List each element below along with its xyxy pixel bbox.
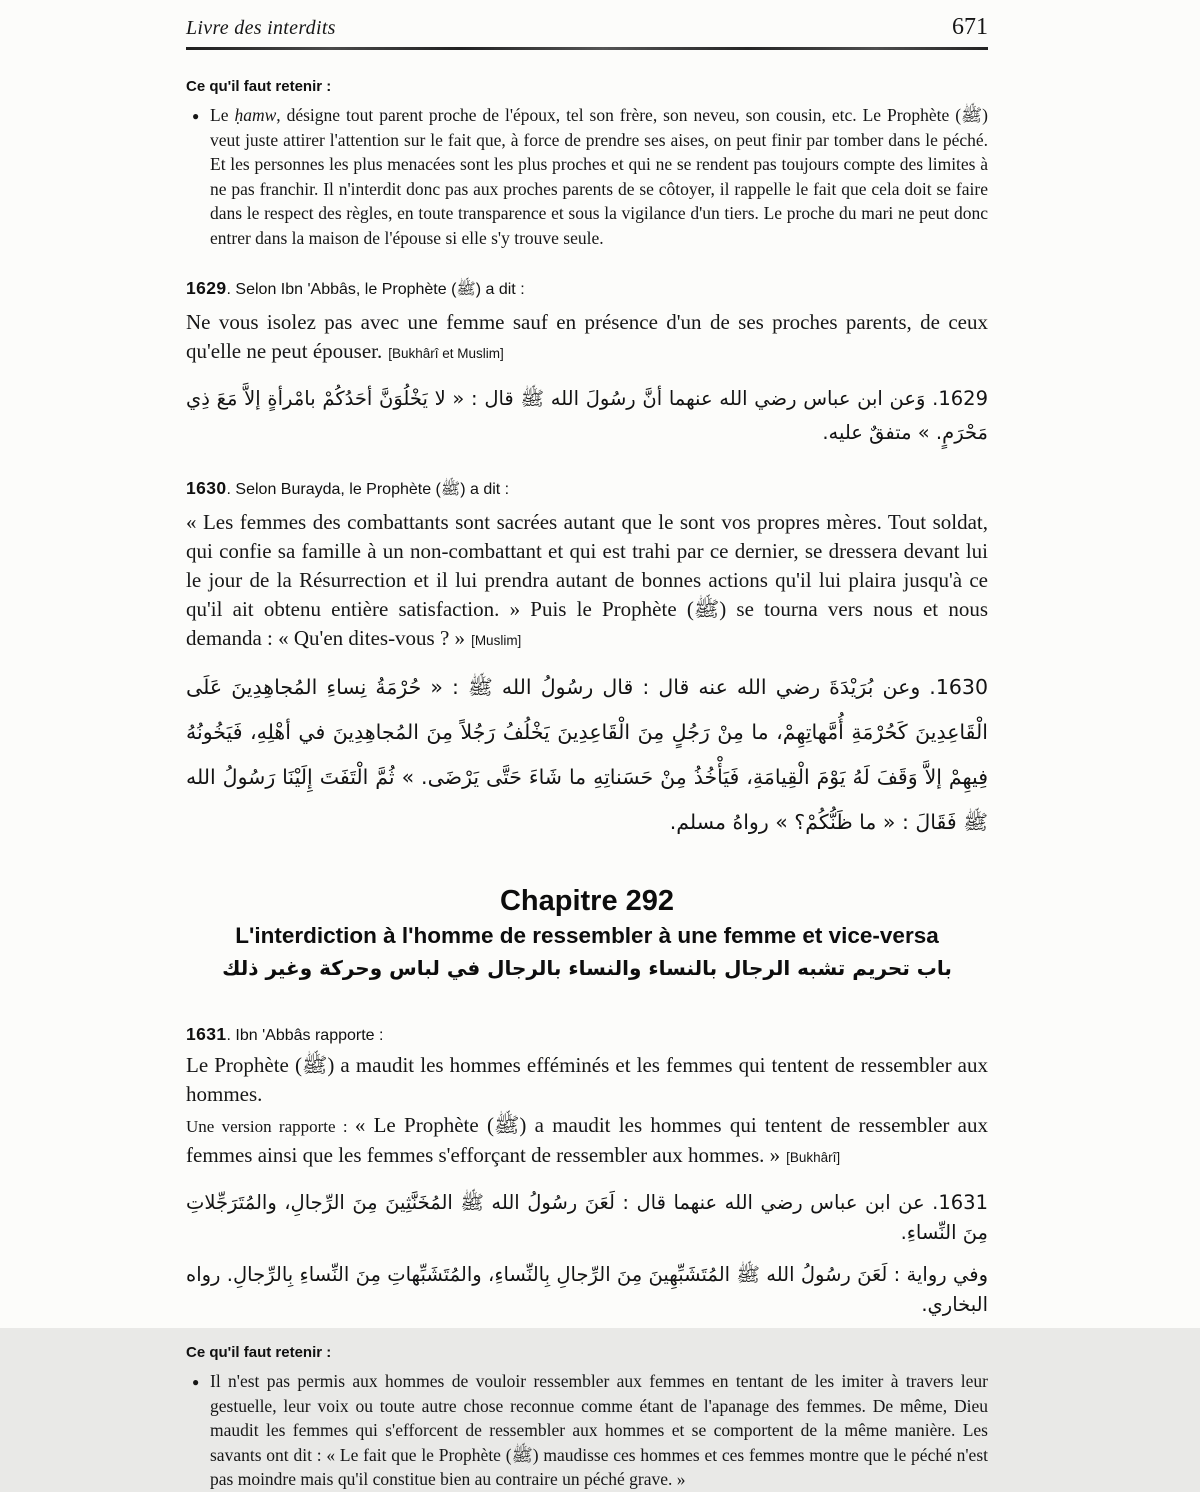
- hadith-1629: [186, 278, 988, 450]
- running-book-title: Livre des interdits: [186, 17, 336, 39]
- hadith-1631-version-lead: Une version rapporte :: [186, 1117, 355, 1136]
- hadith-1631-text-ar-2: وفي رواية : لَعَنَ رسُولُ الله ﷺ المُتَشَبِّهِينَ مِنَ الرِّجالِ بِالنِّساءِ، والمُتَشَبِّهاتِ مِنَ النِّساءِ بِالرِّجالِ. رواه البخاري.: [186, 1263, 988, 1316]
- hadith-1629-body: Ne vous isolez pas avec une femme sauf en présence d'un de ses proches parents, de ceux qu'elle ne peut épouser.: [186, 310, 988, 363]
- hadith-1631-source: [Bukhârî]: [786, 1150, 841, 1165]
- header-rule: [186, 47, 988, 50]
- chapter-number: Chapitre 292: [499, 885, 675, 917]
- hadith-1629-text-ar: 1629. وَعن ابن عباس رضي الله عنهما أنَّ رسُولَ الله ﷺ قال : « لا يَخْلُوَنَّ أحَدُكُمْ بامْرأةٍ إلاَّ مَعَ ذِي مَحْرَمٍ. » متفقٌ عليه.: [186, 387, 988, 444]
- hadith-1629-number: 1629: [186, 278, 227, 298]
- bullet-dot-icon: ●: [192, 1375, 200, 1389]
- hadith-1630: [186, 478, 988, 845]
- hadith-1631-narrator: . Ibn 'Abbâs rapporte :: [226, 1027, 384, 1044]
- chapter-title-fr: L'interdiction à l'homme de ressembler à une femme et vice-versa: [235, 923, 939, 948]
- retenir-heading-1: Ce qu'il faut retenir :: [186, 78, 332, 95]
- page-header: [186, 14, 988, 41]
- hadith-1630-source: [Muslim]: [471, 633, 522, 648]
- hadith-1631: [186, 1024, 988, 1320]
- chapter-heading-block: [186, 885, 988, 980]
- retenir-section-2: [186, 1344, 988, 1492]
- retenir-text-rest: , désigne tout parent proche de l'époux, tel son frère, son neveu, son cousin, etc. Le Prophète (ﷺ) veut juste attirer l'attention sur le fait que, à force de prendre ses aises, on peut finir par tomber dans le péché. Et les personnes les plus menacées sont les plus proches et qui ne se rendent pas toujours compte des limites à ne pas franchir. Il n'interdit donc pas aux proches parents de se côtoyer, il rappelle le fait que cela doit se faire dans le respect des règles, en toute transparence et sous la vigilance d'un tiers. Le proche du mari ne peut donc entrer dans la maison de l'épouse si elle s'y trouve seule.: [210, 105, 988, 248]
- hadith-1629-narrator: . Selon Ibn 'Abbâs, le Prophète (ﷺ) a dit :: [226, 281, 525, 298]
- retenir-term-hamw: ḥamw: [234, 105, 277, 125]
- retenir-bullet-item-1: [186, 103, 988, 250]
- hadith-1630-text-ar: 1630. وعن بُرَيْدَةَ رضي الله عنه قال : قال رسُولُ الله ﷺ : « حُرْمَةُ نِساءِ المُجاهِدِينَ عَلَى الْقَاعِدِينَ كَحُرْمَةِ أُمَّهاتِهِمْ، ما مِنْ رَجُلٍ مِنَ الْقَاعِدِينَ يَخْلُفُ رَجُلاً مِنَ المُجاهِدِينَ في أهْلِهِ، فَيَخُونُهُ فِيهِمْ إلاَّ وَقَفَ لَهُ يَوْمَ الْقِيامَةِ، فَيَأْخُذُ مِنْ حَسَناتِهِ ما شَاءَ حَتَّى يَرْضَى. » ثُمَّ الْتَفَتَ إِلَيْنَا رَسُولُ الله ﷺ فَقَالَ : « ما ظَنُّكُمْ؟ » رواهُ مسلم.: [186, 675, 988, 834]
- hadith-1630-intro: [186, 478, 988, 502]
- hadith-1629-intro: [186, 278, 988, 302]
- retenir-text-lead: Le: [210, 105, 235, 125]
- page-number: 671: [952, 14, 988, 40]
- hadith-1630-narrator: . Selon Burayda, le Prophète (ﷺ) a dit :: [226, 481, 510, 498]
- retenir-text-2: Il n'est pas permis aux hommes de vouloir ressembler aux femmes en tentant de les imiter à travers leur gestuelle, leur voix ou toute autre chose reconnue comme étant de l'apanage des femmes. De même, Dieu maudit les femmes qui s'efforcent de ressembler aux hommes et se comportent de la même manière. Les savants ont dit : « Le fait que le Prophète (ﷺ) maudisse ces hommes et ces femmes montre que le péché n'est pas moindre mais qu'il constitue bien au contraire un péché grave. »: [210, 1371, 988, 1489]
- hadith-1630-body: « Les femmes des combattants sont sacrées autant que le sont vos propres mères. Tout soldat, qui confie sa famille à un non-combattant et qui est trahi par ce dernier, se dressera devant lui le jour de la Résurrection et il lui prendra autant de bonnes actions qu'il lui plaira jusqu'à ce qu'il ait obtenu entière satisfaction. » Puis le Prophète (ﷺ) se tourna vers nous et nous demanda : « Qu'en dites-vous ? »: [186, 510, 989, 650]
- hadith-1629-text-fr: [186, 308, 988, 368]
- bullet-dot-icon: ●: [192, 109, 200, 123]
- hadith-1630-number: 1630: [186, 478, 227, 498]
- retenir-bullet-item-2: [186, 1369, 988, 1492]
- hadith-1631-version-body: « Le Prophète (ﷺ) a maudit les hommes qui tentent de ressembler aux femmes ainsi que les femmes s'efforçant de ressembler aux hommes. »: [186, 1113, 989, 1167]
- chapter-title-ar: باب تحريم تشبه الرجال بالنساء والنساء بالرجال في لباس وحركة وغير ذلك: [222, 956, 952, 980]
- hadith-1630-text-fr: [186, 508, 988, 655]
- hadith-1631-version-fr: [186, 1111, 988, 1172]
- retenir-heading-2: Ce qu'il faut retenir :: [186, 1344, 332, 1361]
- hadith-1631-text-fr: Le Prophète (ﷺ) a maudit les hommes efféminés et les femmes qui tentent de ressembler aux hommes.: [186, 1053, 988, 1106]
- hadith-1631-text-ar-1: 1631. عن ابن عباس رضي الله عنهما قال : لَعَنَ رسُولُ الله ﷺ المُخَنَّثِينَ مِنَ الرِّجالِ، والمُتَرَجِّلاتِ مِنَ النِّساءِ.: [186, 1191, 988, 1244]
- hadith-1629-source: [Bukhârî et Muslim]: [388, 346, 504, 361]
- hadith-1631-intro: [186, 1024, 988, 1045]
- hadith-1631-number: 1631: [186, 1024, 227, 1044]
- retenir-section-1: [186, 78, 988, 250]
